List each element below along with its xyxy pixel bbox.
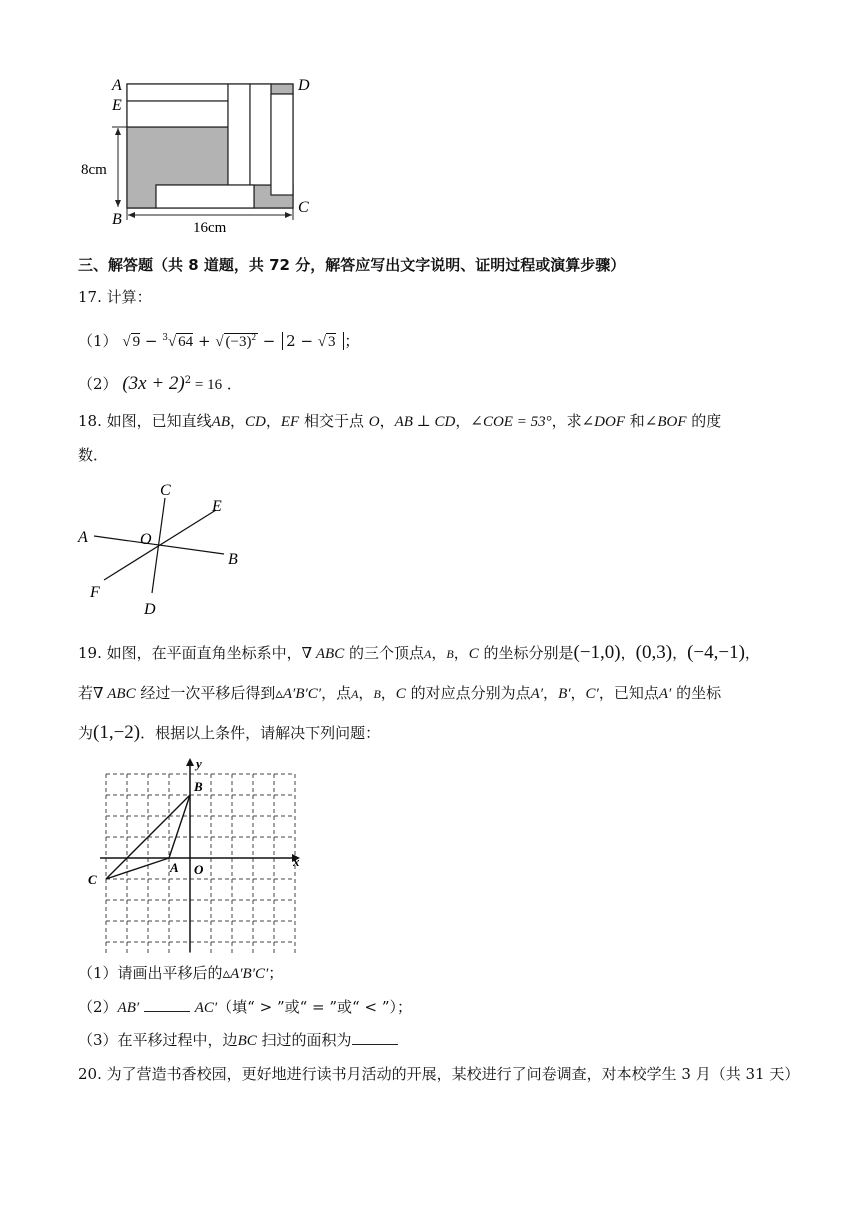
text: （填“ > ”或“ = ”或“ < ”）； (217, 998, 412, 1016)
fig-label-D: D (144, 601, 156, 618)
fig-label-B: B (228, 551, 238, 568)
grid-label-B: B (194, 779, 203, 794)
cube-index: 3 (162, 333, 168, 343)
coord-b: (0,3) (635, 642, 673, 663)
angle-bof: ∠BOF (644, 414, 687, 430)
vertex-b: B (446, 647, 454, 661)
text: 的坐标分别是 (478, 644, 574, 662)
text: 和 (625, 412, 645, 430)
text: 的度 (686, 412, 722, 430)
vertex-c-prime: C′ (585, 686, 599, 702)
q17-p1-label: （1） (78, 332, 118, 350)
label-E: E (112, 97, 122, 114)
origin-label: O (194, 862, 204, 877)
label-C: C (298, 199, 309, 216)
text: ， (379, 412, 395, 430)
vertex-c: C (468, 646, 479, 662)
axis-x-label: x (293, 854, 300, 869)
fig-label-A: A (78, 529, 88, 546)
text: ； (268, 964, 284, 982)
vertex-a: A (424, 647, 432, 661)
fig-label-C: C (160, 482, 171, 499)
axis-y-label: y (196, 756, 202, 771)
vertex-b-prime: B′ (558, 686, 571, 702)
fig-label-O: O (140, 531, 152, 548)
text: ，点 (321, 684, 352, 702)
cbrt-64: 64 (178, 334, 194, 350)
q17-p2-exp: 2 (184, 375, 192, 386)
sub-label: （1） (78, 964, 118, 982)
q19-line1 (78, 642, 760, 665)
perp-relation: AB ⊥ CD (394, 414, 456, 430)
q18-number: 18. (78, 412, 102, 430)
triangle-abc-2: ∇ ABC (93, 686, 136, 702)
text: ， (455, 412, 471, 430)
segment-bc: BC (237, 1033, 257, 1049)
text: 在平移过程中，边 (117, 1031, 238, 1049)
q17-p2-rhs: = 16 (191, 377, 223, 393)
fig-label-F: F (90, 584, 100, 601)
comma: ， (543, 684, 559, 702)
text: 相交于点 (299, 412, 369, 430)
sub-label: （2） (78, 998, 118, 1016)
comma: ， (744, 644, 760, 662)
q20-line1 (78, 1063, 799, 1085)
coord-c: (−4,−1) (687, 642, 745, 663)
q19-line2 (78, 682, 721, 705)
fig-label-E: E (212, 498, 222, 515)
grid-label-C: C (88, 872, 97, 887)
q17-part2 (78, 370, 242, 396)
text: ．根据以上条件，请解决下列问题： (140, 724, 381, 742)
q18-text: 如图，已知直线 (106, 412, 212, 430)
text: 如图，在平面直角坐标系中， (106, 644, 302, 662)
comma: ， (620, 644, 636, 662)
text: ，已知点 (598, 684, 659, 702)
width-label: 16cm (193, 220, 227, 236)
angle-coe: ∠COE = 53° (470, 414, 552, 430)
section-title: 三、解答题（共 8 道题，共 72 分，解答应写出文字说明、证明过程或演算步骤） (78, 256, 626, 274)
q19-line3 (78, 722, 380, 744)
q17-p2-expr: (3x + 2) (122, 373, 185, 394)
text: 经过一次平移后得到 (135, 684, 276, 702)
text: 的对应点分别为点 (405, 684, 531, 702)
abs-inner: 2 − (286, 332, 314, 350)
triangle-abc: ∇ ABC (301, 646, 345, 662)
comma: ， (453, 644, 469, 662)
exponent: 2 (251, 332, 256, 342)
sqrt-neg3-squared: (−3) (225, 334, 252, 350)
q17-number: 17. (78, 288, 102, 306)
segment-ab-prime: AB′ (117, 1000, 140, 1016)
sqrt-9: 9 (132, 334, 141, 350)
q18-line2: 数． (78, 446, 109, 464)
rectangle-figure (78, 72, 328, 238)
q17-intro (78, 286, 152, 308)
line-ab: AB (211, 414, 230, 430)
text: ，求 (551, 412, 582, 430)
q20-text: 为了营造书香校园，更好地进行读书月活动的开展，某校进行了问卷调查，对本校学生 3 月（共 31 天） (106, 1065, 800, 1083)
q17-p2-label: （2） (78, 375, 118, 393)
height-label: 8cm (81, 162, 107, 178)
comma-2: ， (265, 412, 281, 430)
point-o: O (368, 414, 380, 430)
segment-ac-prime: AC′ (194, 1000, 218, 1016)
comma: ， (229, 412, 245, 430)
minus-sign: − (144, 332, 158, 350)
text: 为 (78, 724, 94, 742)
answer-blank-1[interactable] (144, 997, 190, 1012)
q17-text: 计算： (106, 288, 152, 306)
label-D: D (298, 77, 310, 94)
triangle-abc-prime: ▵A′B′C′ (275, 686, 322, 702)
q19-number: 19. (78, 644, 102, 662)
triangle-abc-prime: ▵A′B′C′ (222, 966, 269, 982)
text: 若 (78, 684, 94, 702)
vertex-a: A (351, 687, 359, 701)
sub-label: （3） (78, 1031, 118, 1049)
text: 请画出平移后的 (117, 964, 223, 982)
sqrt-3: 3 (328, 334, 336, 350)
vertex-b: B (373, 687, 381, 701)
text: 扫过的面积为 (256, 1031, 352, 1049)
angle-dof: ∠DOF (581, 414, 626, 430)
q19-sub3 (78, 1029, 398, 1052)
coord-a: (−1,0) (573, 642, 621, 663)
plus-sign: + (197, 332, 211, 350)
q17-part1: （1） √ 9 − $^3$√ 64 + √ $(-3)^2 - 2$ − √ 3 ； (78, 332, 360, 350)
q18-line1 (78, 410, 721, 433)
comma: ， (672, 644, 688, 662)
comma: ， (570, 684, 586, 702)
text: 的三个顶点 (344, 644, 424, 662)
comma: ， (431, 644, 447, 662)
comma: ， (380, 684, 396, 702)
period: ． (226, 375, 242, 393)
comma: ， (358, 684, 374, 702)
vertex-c: C (395, 686, 406, 702)
semicolon: ； (344, 332, 360, 350)
label-A: A (112, 77, 122, 94)
grid-label-A: A (170, 860, 179, 875)
q20-number: 20. (78, 1065, 102, 1083)
answer-blank-2[interactable] (352, 1030, 398, 1045)
intersecting-lines-figure (74, 478, 254, 620)
q19-sub2 (78, 996, 412, 1019)
vertex-a-prime: A′ (530, 686, 544, 702)
label-B: B (112, 211, 122, 228)
coord-a-prime: (1,−2) (93, 722, 141, 743)
text: 的坐标 (671, 684, 722, 702)
coordinate-grid (84, 756, 310, 954)
q19-sub1 (78, 962, 283, 985)
minus-sign-2: − (262, 332, 276, 350)
line-cd: CD (245, 414, 266, 430)
line-ef: EF (280, 414, 300, 430)
vertex-a-prime: A′ (658, 686, 672, 702)
